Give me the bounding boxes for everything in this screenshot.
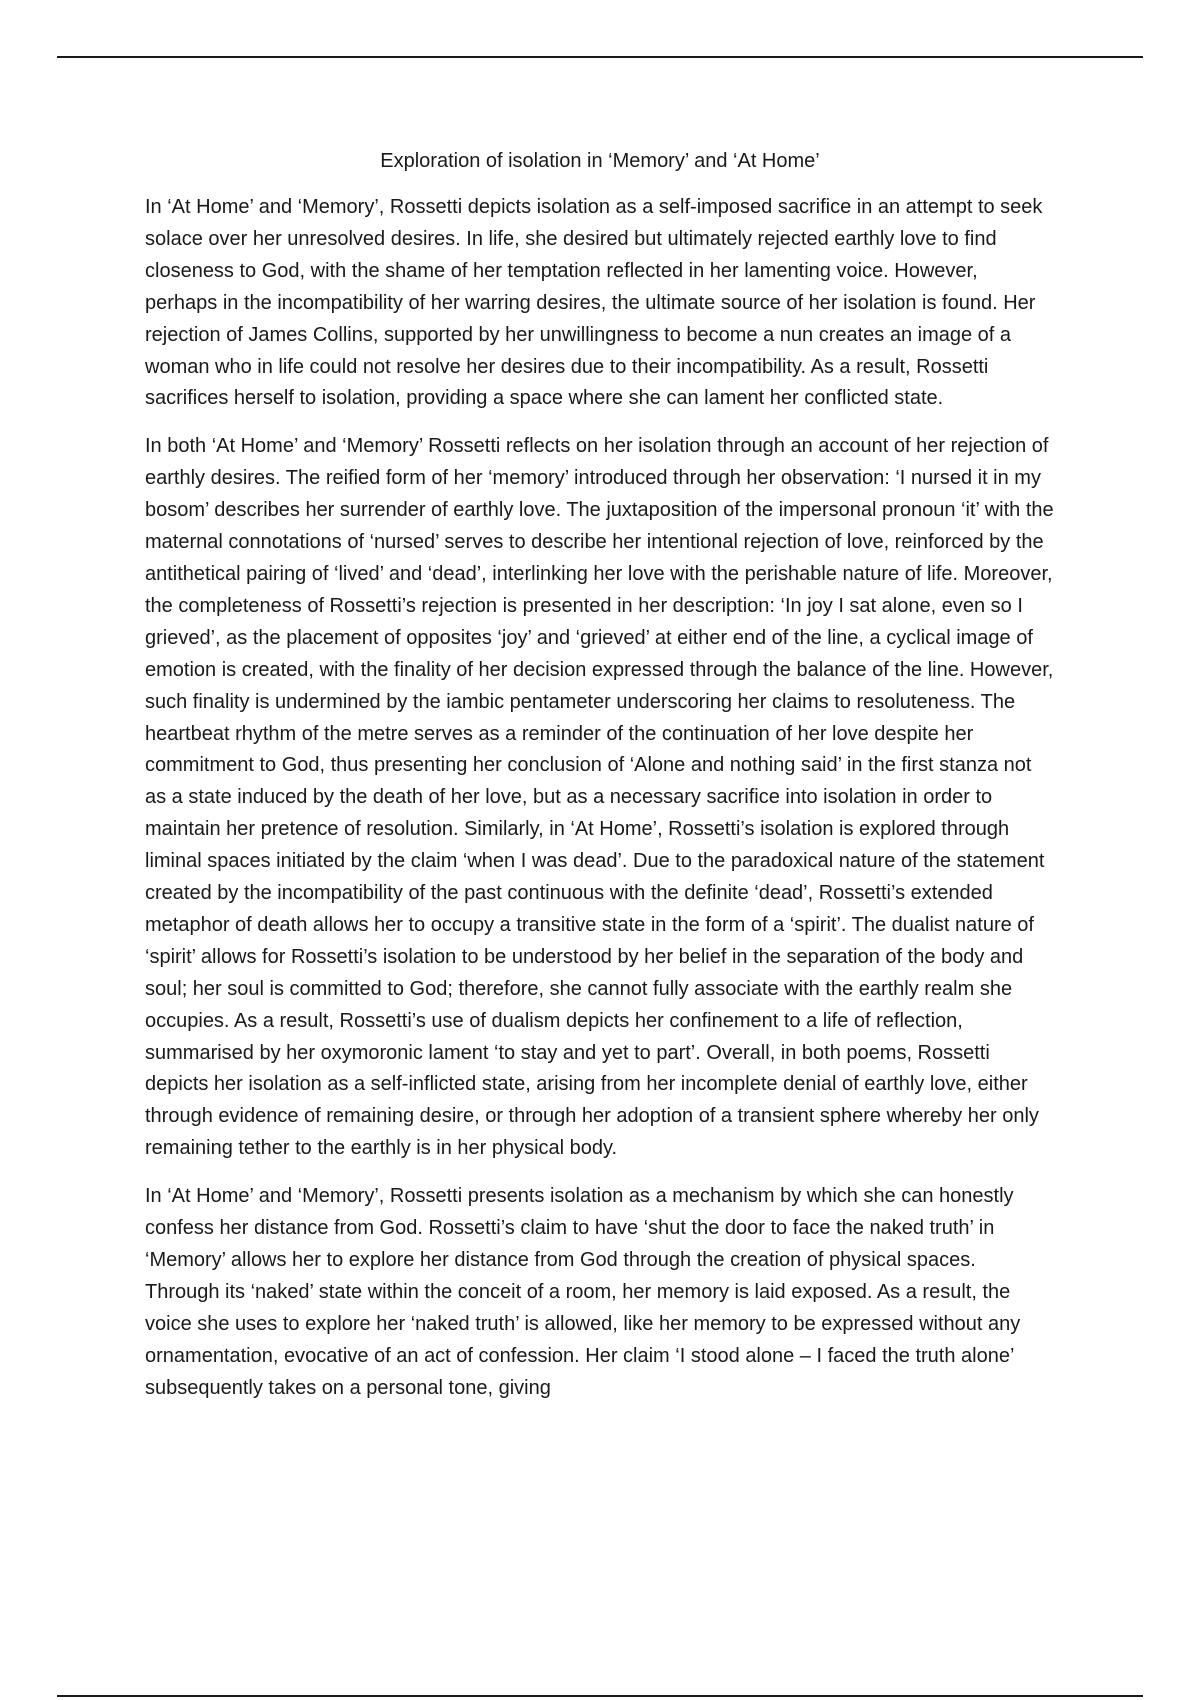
paragraph-1: In ‘At Home’ and ‘Memory’, Rossetti depicts isolation as a self-imposed sacrifice in an attempt to seek solace over her unresolved desires. In life, she desired but ultimately rejected earthly love to find closeness to God, with the shame of her temptation reflected in her lamenting voice. However, perhaps in the incompatibility of her warring desires, the ultimate source of her isolation is found. Her rejection of James Collins, supported by her unwillingness to become a nun creates an image of a woman who in life could not resolve her desires due to their incompatibility. As a result, Rossetti sacrifices herself to isolation, providing a space where she can lament her conflicted state. [145, 196, 1043, 410]
paragraph-2: In both ‘At Home’ and ‘Memory’ Rossetti reflects on her isolation through an account of her rejection of earthly desires. The reified form of her ‘memory’ introduced through her observation: ‘I nursed it in my bosom’ describes her surrender of earthly love. The juxtaposition of the impersonal pronoun ‘it’ with the maternal connotations of ‘nursed’ serves to describe her intentional rejection of love, reinforced by the antithetical pairing of ‘lived’ and ‘dead’, interlinking her love with the perishable nature of life. Moreover, the completeness of Rossetti’s rejection is presented in her description: ‘In joy I sat alone, even so I grieved’, as the placement of opposites ‘joy’ and ‘grieved’ at either end of the line, a cyclical image of emotion is created, with the finality of her decision expressed through the balance of the line. However, such finality is undermined by the iambic pentameter underscoring her claims to resoluteness. The heartbeat rhythm of the metre serves as a reminder of the continuation of her love despite her commitment to God, thus presenting her conclusion of ‘Alone and nothing said’ in the first stanza not as a state induced by the death of her love, but as a necessary sacrifice into isolation in order to maintain her pretence of resolution. Similarly, in ‘At Home’, Rossetti’s isolation is explored through liminal spaces initiated by the claim ‘when I was dead’. Due to the paradoxical nature of the statement created by the incompatibility of the past continuous with the definite ‘dead’, Rossetti’s extended metaphor of death allows her to occupy a transitive state in the form of a ‘spirit’. The dualist nature of ‘spirit’ allows for Rossetti’s isolation to be understood by her belief in the separation of the body and soul; her soul is committed to God; therefore, she cannot fully associate with the earthly realm she occupies. As a result, Rossetti’s use of dualism depicts her confinement to a life of reflection, summarised by her oxymoronic lament ‘to stay and yet to part’. Overall, in both poems, Rossetti depicts her isolation as a self-inflicted state, arising from her incomplete denial of earthly love, either through evidence of remaining desire, or through her adoption of a transient sphere whereby her only remaining tether to the earthly is in her physical body. [145, 435, 1054, 1160]
bottom-rule [57, 1695, 1143, 1697]
paragraph-3: In ‘At Home’ and ‘Memory’, Rossetti presents isolation as a mechanism by which she can honestly confess her distance from God. Rossetti’s claim to have ‘shut the door to face the naked truth’ in ‘Memory’ allows her to explore her distance from God through the creation of physical spaces. Through its ‘naked’ state within the conceit of a room, her memory is laid exposed. As a result, the voice she uses to explore her ‘naked truth’ is allowed, like her memory to be expressed without any ornamentation, evocative of an act of confession. Her claim ‘I stood alone – I faced the truth alone’ subsequently takes on a personal tone, giving [145, 1185, 1021, 1399]
document-title: Exploration of isolation in ‘Memory’ and ‘At Home’ [380, 150, 820, 172]
document-body [145, 146, 1055, 1421]
top-rule [57, 56, 1143, 58]
